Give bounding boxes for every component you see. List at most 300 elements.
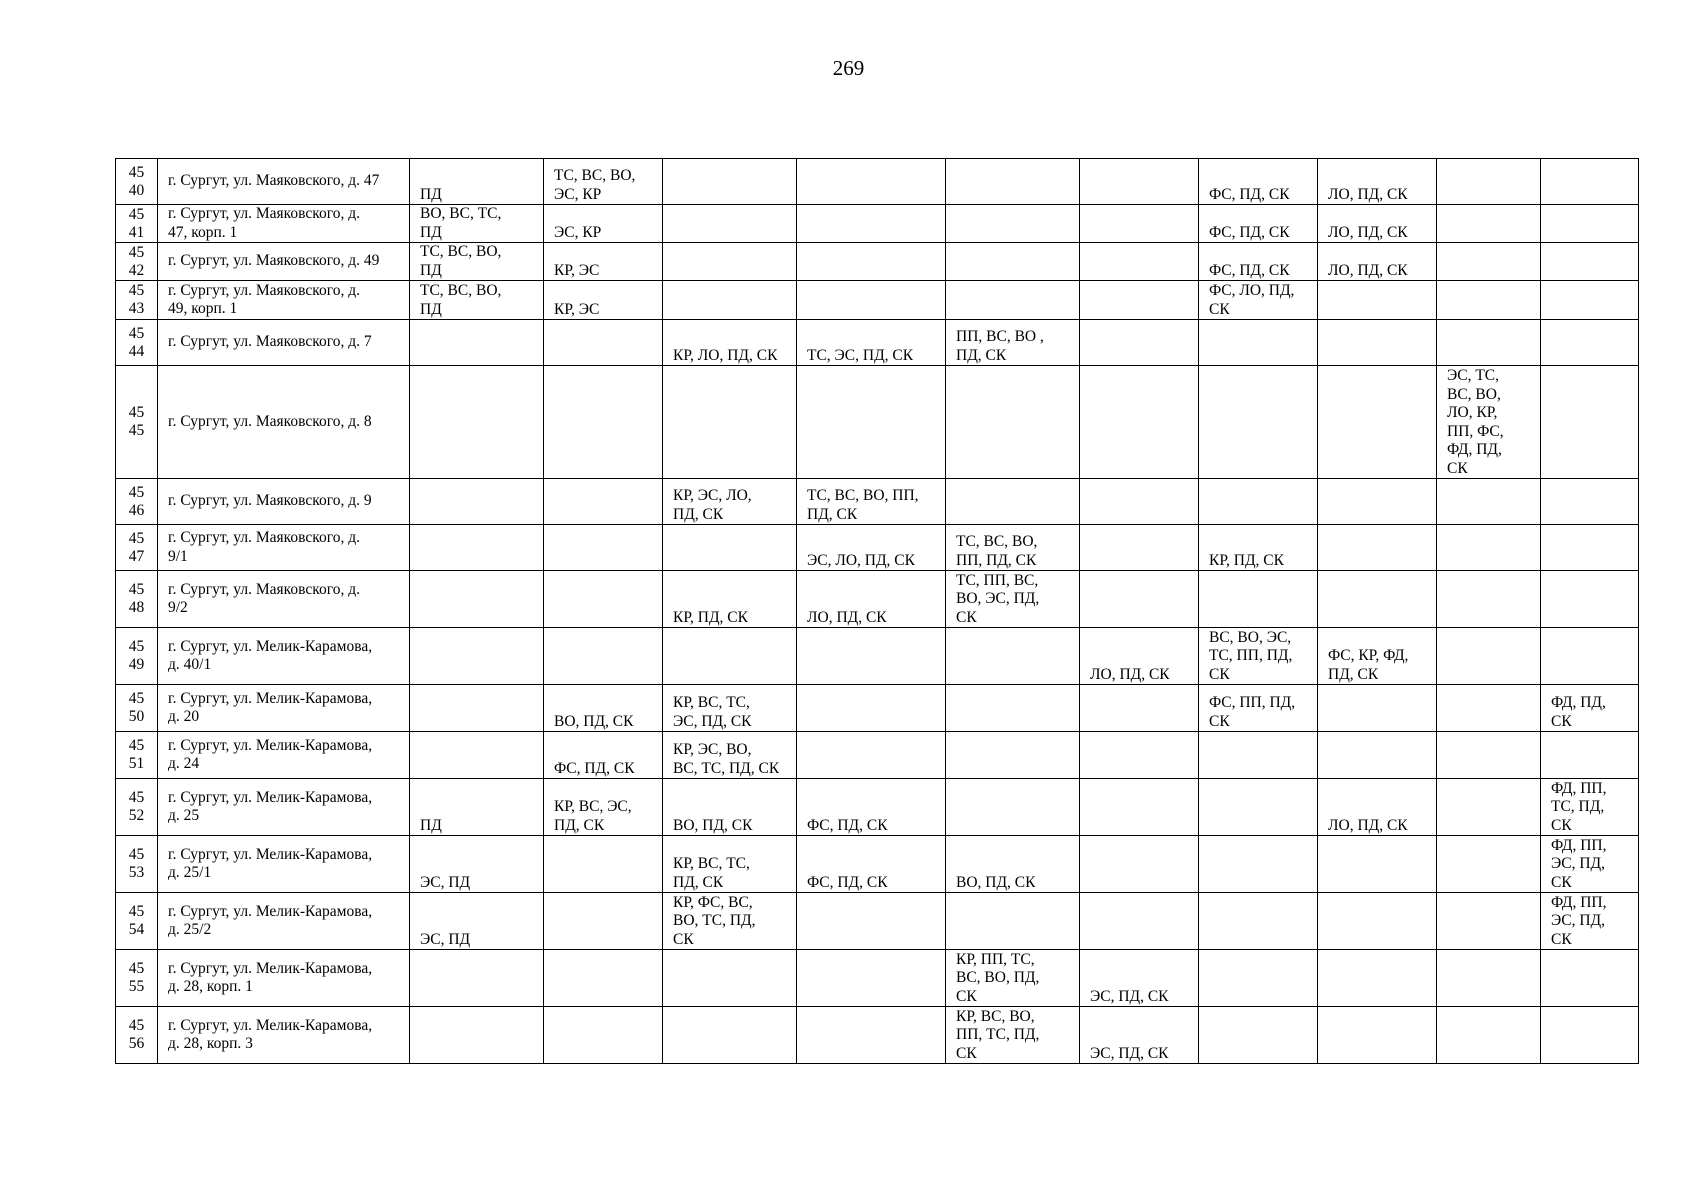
cell-line: ФД, ПП, [1551,779,1607,797]
cell-line: ПП, ПД, СК [956,551,1037,569]
cell-line: ЭС, ПД, СК [1090,987,1169,1005]
work-type-cell [663,950,797,1007]
work-type-cell [1318,366,1437,479]
cell-line: СК [956,1044,977,1062]
address-cell [158,243,410,281]
cell-line: г. Сургут, ул. Мелик-Карамова, [168,637,373,655]
work-type-cell [663,159,797,205]
work-type-cell [1318,732,1437,779]
cell-line: ФС, ЛО, ПД, [1209,282,1295,299]
cell-line: 45 [128,243,145,261]
cell-line: ЛО, ПД, СК [807,608,887,626]
cell-line: КР, ПП, ТС, [956,950,1035,968]
work-type-cell [1199,243,1318,281]
work-type-cell [946,243,1080,281]
cell-line: ВО, ПД, СК [673,816,753,834]
cell-line: 45 [128,638,145,655]
work-type-cell [544,320,663,366]
work-type-cell [544,1007,663,1064]
cell-line: ФД, ПП, [1551,836,1607,854]
work-type-cell [1437,732,1541,779]
cell-line: 45 [128,205,145,223]
work-type-cell [1541,779,1639,836]
address-cell [158,366,410,479]
address-cell [158,320,410,366]
cell-line: 47, корп. 1 [168,223,238,241]
cell-line: 42 [128,261,145,279]
work-type-cell [946,893,1080,950]
cell-line: ВС, ВО, ЭС, [1209,628,1292,646]
work-type-cell [1541,281,1639,320]
cell-line: КР, ЭС [554,261,600,279]
cell-line: г. Сургут, ул. Маяковского, д. [168,529,360,546]
cell-line: 45 [128,1017,145,1034]
work-type-cell [1541,571,1639,628]
work-type-cell [410,732,544,779]
work-type-cell [1318,685,1437,732]
row-number-cell [116,685,158,732]
cell-line: ВО, ПД, СК [554,712,634,730]
work-type-cell [1437,243,1541,281]
work-type-cell [1318,836,1437,893]
work-type-cell [663,628,797,685]
cell-line: КР, ЭС, ВО, [673,741,752,758]
work-type-cell [663,525,797,571]
work-type-cell [1199,628,1318,685]
work-type-cell [1199,159,1318,205]
cell-line: 45 [128,581,145,598]
cell-line: г. Сургут, ул. Маяковского, д. 47 [168,172,380,190]
cell-line: ПД [420,185,442,203]
cell-line: д. 25 [168,807,200,824]
cell-line: СК [956,608,977,626]
work-type-cell [544,779,663,836]
work-type-cell [1437,836,1541,893]
work-type-cell [663,571,797,628]
cell-line: ЭС, КР [554,185,602,203]
cell-line: КР, ЛО, ПД, СК [673,346,778,364]
work-type-cell [1080,366,1199,479]
work-type-cell [1199,205,1318,243]
work-type-cell [797,732,946,779]
work-type-cell [544,836,663,893]
work-type-cell [1080,571,1199,628]
cell-line: 9/1 [168,547,188,565]
work-type-cell [1318,779,1437,836]
work-type-cell [544,205,663,243]
cell-line: 47 [128,547,145,565]
cell-line: 9/2 [168,599,188,616]
work-type-cell [1080,1007,1199,1064]
work-type-cell [410,366,544,479]
row-number-cell [116,366,158,479]
work-type-cell [797,685,946,732]
cell-line: ФС, ПД, СК [1209,185,1290,203]
address-cell [158,685,410,732]
cell-line: 54 [128,921,145,938]
work-type-cell [1199,571,1318,628]
cell-line: ЭС, КР [554,223,602,241]
work-type-cell [946,159,1080,205]
work-type-cell [1437,1007,1541,1064]
row-number-cell [116,1007,158,1064]
work-type-cell [663,732,797,779]
work-type-cell [1541,243,1639,281]
cell-line: ВО, ЭС, ПД, [956,590,1040,607]
work-type-cell [410,685,544,732]
work-type-cell [797,779,946,836]
work-type-cell [1437,779,1541,836]
work-type-cell [1080,479,1199,525]
cell-line: ТС, ВС, ВО, [956,533,1038,550]
work-type-cell [1080,685,1199,732]
work-type-cell [1318,320,1437,366]
cell-line: СК [1209,665,1230,683]
cell-line: ПД, СК [673,873,724,891]
cell-line: д. 28, корп. 3 [168,1035,253,1052]
address-cell [158,479,410,525]
work-type-cell [544,893,663,950]
work-type-cell [1437,479,1541,525]
cell-line: ПД [420,261,442,279]
work-type-cell [410,159,544,205]
row-number-cell [116,320,158,366]
cell-line: 51 [128,755,145,772]
address-cell [158,893,410,950]
work-type-cell [1318,525,1437,571]
row-number-cell [116,893,158,950]
work-type-cell [1437,320,1541,366]
row-number-cell [116,628,158,685]
work-type-cell [410,205,544,243]
cell-line: д. 25/2 [168,921,212,938]
work-type-cell [410,779,544,836]
work-type-cell [1541,836,1639,893]
work-type-cell [1437,628,1541,685]
cell-line: д. 40/1 [168,656,212,673]
address-cell [158,628,410,685]
work-type-cell [946,571,1080,628]
work-type-cell [946,685,1080,732]
work-type-cell [544,685,663,732]
cell-line: 45 [128,789,145,806]
cell-line: 56 [128,1035,145,1052]
cell-line: КР, ЭС, ЛО, [673,487,752,504]
work-type-cell [946,779,1080,836]
table-row [116,159,1639,205]
cell-line: КР, ПД, СК [673,608,748,626]
work-type-cell [797,205,946,243]
address-cell [158,1007,410,1064]
table-row [116,1007,1639,1064]
work-type-cell [1080,836,1199,893]
work-type-cell [1080,732,1199,779]
cell-line: КР, ВС, ТС, [673,855,750,872]
work-type-cell [1080,525,1199,571]
work-type-cell [410,836,544,893]
work-type-cell [1541,366,1639,479]
cell-line: 40 [128,181,145,199]
table-row [116,893,1639,950]
cell-line: ТС, ПП, ПД, [1209,647,1293,664]
cell-line: 49 [128,656,145,673]
cell-line: ПД, СК [673,505,724,523]
cell-line: ЭС, ПД, [1551,855,1605,872]
table-row [116,320,1639,366]
work-type-cell [410,628,544,685]
cell-line: ТС, ВС, ВО, [420,243,502,260]
work-type-cell [410,479,544,525]
work-type-cell [1199,732,1318,779]
cell-line: г. Сургут, ул. Маяковского, д. 49 [168,252,380,270]
cell-line: ПД [420,300,442,318]
work-type-cell [544,281,663,320]
work-type-cell [1199,836,1318,893]
work-type-cell [1318,243,1437,281]
cell-line: ВО, ВС, ТС, [420,205,502,222]
work-type-cell [1541,628,1639,685]
address-cell [158,779,410,836]
work-type-cell [797,366,946,479]
work-type-cell [1080,205,1199,243]
work-type-cell [797,243,946,281]
work-type-cell [797,525,946,571]
work-type-cell [797,628,946,685]
cell-line: г. Сургут, ул. Маяковского, д. [168,281,360,299]
work-type-cell [1437,685,1541,732]
cell-line: ЭС, ПД [420,930,471,948]
cell-line: СК [1209,300,1230,318]
cell-line: г. Сургут, ул. Мелик-Карамова, [168,736,373,754]
cell-line: 45 [128,737,145,754]
table-body [116,159,1639,1064]
cell-line: 45 [128,282,145,299]
work-type-cell [797,950,946,1007]
cell-line: ЭС, ПД [420,873,471,891]
cell-line: ВО, ПД, СК [956,873,1036,891]
work-type-cell [1541,893,1639,950]
work-type-cell [410,525,544,571]
cell-line: КР, ВС, ВО, [956,1007,1035,1025]
cell-line: 46 [128,501,145,519]
cell-line: 45 [128,483,145,501]
cell-line: ЛО, ПД, СК [1328,185,1408,203]
work-type-cell [1199,950,1318,1007]
work-type-cell [797,1007,946,1064]
work-type-cell [1541,525,1639,571]
work-type-cell [1199,281,1318,320]
table-row [116,628,1639,685]
work-type-cell [663,685,797,732]
cell-line: 45 [128,960,145,977]
table-row [116,836,1639,893]
table-row [116,950,1639,1007]
work-type-cell [1080,628,1199,685]
cell-line: д. 25/1 [168,864,212,881]
work-type-cell [1080,779,1199,836]
cell-line: 45 [128,846,145,863]
work-type-cell [1437,205,1541,243]
work-type-cell [797,159,946,205]
work-type-cell [544,571,663,628]
cell-line: СК [1551,873,1572,891]
work-type-cell [1541,159,1639,205]
cell-line: 53 [128,864,145,881]
work-type-cell [1541,1007,1639,1064]
cell-line: 48 [128,599,145,616]
address-cell [158,525,410,571]
work-type-cell [1080,950,1199,1007]
cell-line: ФД, ПП, [1551,893,1607,911]
cell-line: ФС, ПП, ПД, [1209,694,1296,711]
address-cell [158,836,410,893]
work-type-cell [410,243,544,281]
address-cell [158,950,410,1007]
cell-line: ФС, ПД, СК [1209,261,1290,279]
table-row [116,571,1639,628]
work-type-cell [946,950,1080,1007]
work-type-cell [663,205,797,243]
work-type-cell [1541,479,1639,525]
cell-line: г. Сургут, ул. Мелик-Карамова, [168,1016,373,1034]
row-number-cell [116,479,158,525]
row-number-cell [116,281,158,320]
work-type-cell [1541,732,1639,779]
table-row [116,366,1639,479]
work-type-cell [946,1007,1080,1064]
work-type-cell [1199,479,1318,525]
cell-line: ЭС, ПД, [1551,912,1605,929]
work-type-cell [544,525,663,571]
table-row [116,685,1639,732]
work-type-cell [1080,281,1199,320]
work-type-cell [544,950,663,1007]
work-type-cell [1437,281,1541,320]
row-number-cell [116,571,158,628]
cell-line: ВС, ТС, ПД, СК [673,759,780,777]
cell-line: ЛО, КР, [1447,404,1498,421]
cell-line: г. Сургут, ул. Маяковского, д. 9 [168,492,372,510]
work-type-cell [1080,159,1199,205]
cell-line: г. Сургут, ул. Маяковского, д. 7 [168,333,372,351]
work-type-cell [1318,159,1437,205]
cell-line: ТС, ЭС, ПД, СК [807,346,914,364]
cell-line: ПД [420,816,442,834]
work-type-cell [946,281,1080,320]
work-type-cell [946,836,1080,893]
cell-line: г. Сургут, ул. Мелик-Карамова, [168,788,373,806]
cell-line: ТС, ПД, [1551,798,1605,815]
work-type-cell [410,893,544,950]
work-type-cell [1318,281,1437,320]
work-type-cell [410,320,544,366]
cell-line: ЛО, ПД, СК [1328,223,1408,241]
work-type-cell [1199,1007,1318,1064]
row-number-cell [116,836,158,893]
work-type-cell [663,779,797,836]
work-type-cell [410,1007,544,1064]
work-type-cell [544,159,663,205]
work-type-cell [946,732,1080,779]
work-type-cell [1318,571,1437,628]
work-type-cell [1199,320,1318,366]
work-type-cell [1318,950,1437,1007]
cell-line: 45 [128,690,145,707]
work-type-cell [1437,950,1541,1007]
cell-line: ФС, ПД, СК [807,816,888,834]
work-type-cell [1541,205,1639,243]
table-row [116,281,1639,320]
row-number-cell [116,159,158,205]
table-row [116,243,1639,281]
work-type-cell [797,320,946,366]
cell-line: ФС, КР, ФД, [1328,647,1409,664]
cell-line: ТС, ВС, ВО, [554,167,636,184]
work-type-cell [1437,159,1541,205]
work-type-cell [663,281,797,320]
cell-line: ПД, СК [956,346,1007,364]
work-type-cell [663,320,797,366]
work-type-cell [797,893,946,950]
cell-line: КР, ПД, СК [1209,551,1284,569]
cell-line: ПП, ВС, ВО , [956,328,1044,345]
cell-line: г. Сургут, ул. Маяковского, д. 8 [168,412,372,430]
cell-line: ФС, ПД, СК [1209,223,1290,241]
work-type-cell [663,479,797,525]
cell-line: 55 [128,978,145,995]
cell-line: д. 28, корп. 1 [168,978,253,995]
cell-line: СК [1551,816,1572,834]
cell-line: ЭС, ТС, [1447,367,1500,384]
work-type-cell [1199,893,1318,950]
cell-line: 44 [128,342,145,360]
cell-line: ПД [420,223,442,241]
work-type-cell [544,366,663,479]
work-type-cell [663,366,797,479]
work-type-cell [797,479,946,525]
cell-line: КР, ЭС [554,300,600,318]
cell-line: 41 [128,223,145,241]
work-type-cell [797,836,946,893]
cell-line: ЛО, ПД, СК [1328,261,1408,279]
work-type-cell [544,628,663,685]
cell-line: г. Сургут, ул. Маяковского, д. [168,205,360,222]
row-number-cell [116,779,158,836]
work-type-cell [663,893,797,950]
cell-line: ВС, ВО, [1447,385,1501,403]
cell-line: СК [1551,930,1572,948]
cell-line: ПП, ФС, [1447,422,1504,440]
cell-line: г. Сургут, ул. Маяковского, д. [168,580,360,598]
work-type-cell [1199,366,1318,479]
work-type-cell [946,525,1080,571]
cell-line: ФС, ПД, СК [554,759,635,777]
repair-schedule-table [115,158,1639,1064]
table-row [116,479,1639,525]
cell-line: г. Сургут, ул. Мелик-Карамова, [168,902,373,920]
work-type-cell [1080,320,1199,366]
cell-line: ЛО, ПД, СК [1090,665,1170,683]
cell-line: СК [956,987,977,1005]
cell-line: ТС, ВС, ВО, [420,282,502,299]
cell-line: КР, ФС, ВС, [673,893,753,911]
cell-line: 43 [128,300,145,317]
table-row [116,779,1639,836]
work-type-cell [946,628,1080,685]
work-type-cell [1437,571,1541,628]
work-type-cell [663,243,797,281]
work-type-cell [1199,685,1318,732]
